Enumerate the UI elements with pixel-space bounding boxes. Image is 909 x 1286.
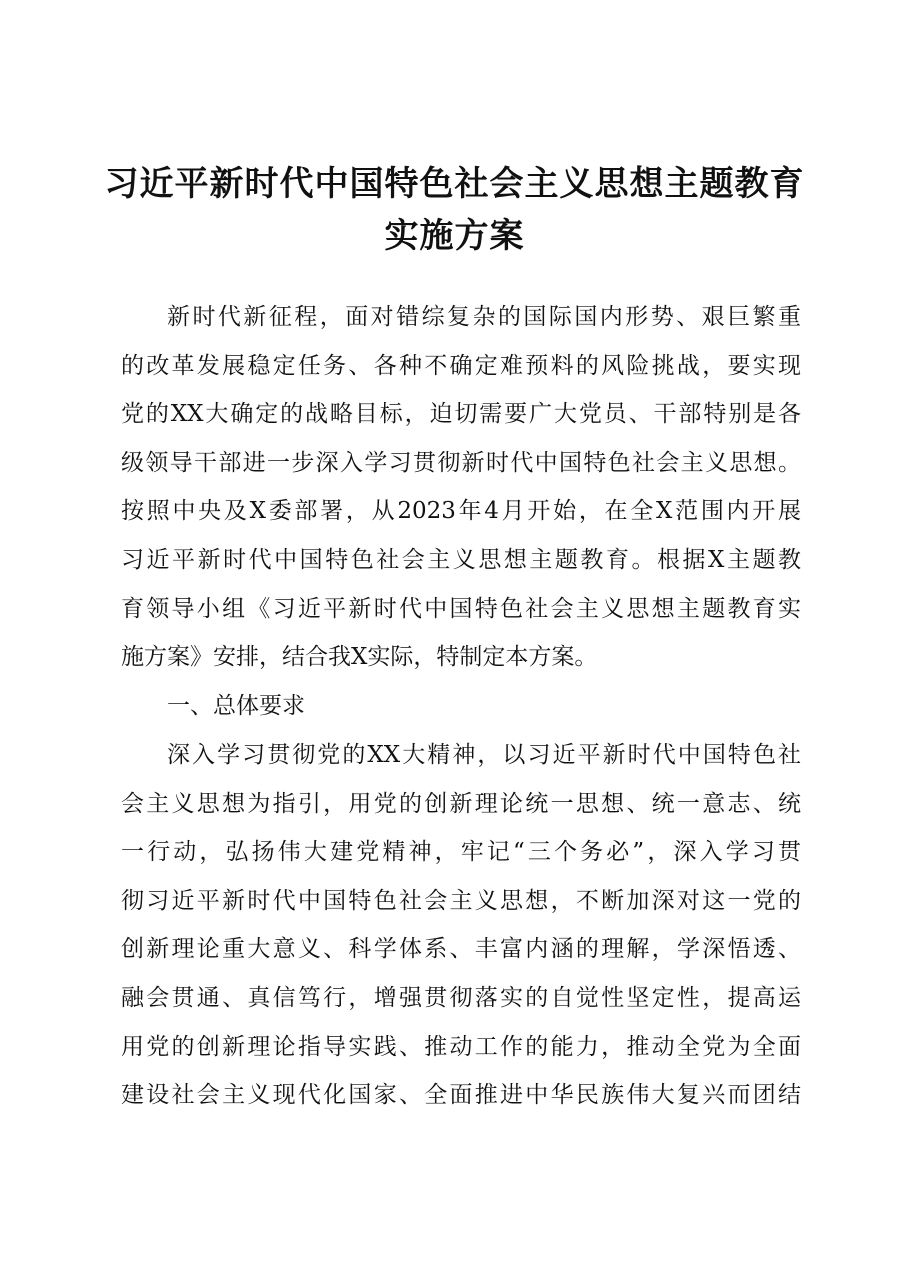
paragraph-line: 深入学习贯彻党的XX大精神，以习近平新时代中国特色社 xyxy=(167,742,801,768)
paragraph-line: 级领导干部进一步深入学习贯彻新时代中国特色社会主义思想。 xyxy=(121,449,801,476)
paragraph-line: 创新理论重大意义、科学体系、丰富内涵的理解，学深悟透、 xyxy=(121,936,801,963)
section-heading-text: 一、总体要求 xyxy=(167,693,305,719)
paragraph-line: 融会贯通、真信笃行，增强贯彻落实的自觉性坚定性，提高运 xyxy=(121,984,801,1011)
paragraph-line: 用党的创新理论指导实践、推动工作的能力，推动全党为全面 xyxy=(121,1033,801,1060)
paragraph-line: 建设社会主义现代化国家、全面推进中华民族伟大复兴而团结 xyxy=(121,1082,801,1109)
paragraph-line: 按照中央及X委部署，从2023年4月开始，在全X范围内开展 xyxy=(121,498,801,525)
paragraph-general-requirements xyxy=(121,731,801,1120)
paragraph-line: 新时代新征程，面对错综复杂的国际国内形势、艰巨繁重 xyxy=(167,304,801,330)
paragraph-line: 一行动，弘扬伟大建党精神，牢记“三个务必”，深入学习贯 xyxy=(121,839,801,866)
document-title-line-1: 习近平新时代中国特色社会主义思想主题教育 xyxy=(104,164,805,204)
document-title-line-2: 实施方案 xyxy=(384,216,525,256)
paragraph-intro xyxy=(121,293,801,682)
paragraph-line: 彻习近平新时代中国特色社会主义思想，不断加深对这一党的 xyxy=(121,887,801,914)
paragraph-line: 习近平新时代中国特色社会主义思想主题教育。根据X主题教 xyxy=(121,546,801,573)
section-heading xyxy=(121,682,801,731)
paragraph-line: 施方案》安排，结合我X实际，特制定本方案。 xyxy=(121,644,598,671)
paragraph-line: 育领导小组《习近平新时代中国特色社会主义思想主题教育实 xyxy=(121,595,801,622)
paragraph-line: 会主义思想为指引，用党的创新理论统一思想、统一意志、统 xyxy=(121,790,801,817)
paragraph-line: 的改革发展稳定任务、各种不确定难预料的风险挑战，要实现 xyxy=(121,352,801,379)
paragraph-line: 党的XX大确定的战略目标，迫切需要广大党员、干部特别是各 xyxy=(121,401,801,428)
